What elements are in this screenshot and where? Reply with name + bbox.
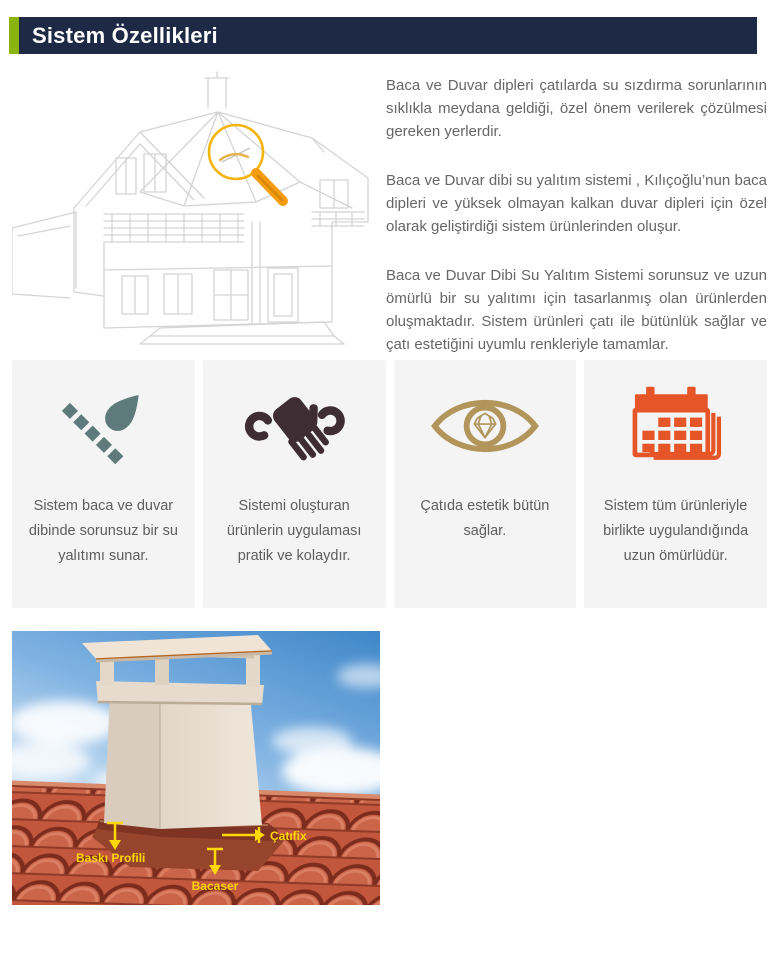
chimney-left-face <box>104 691 160 829</box>
svg-text:Bacaser: Bacaser <box>191 879 239 893</box>
calendar-icon <box>620 380 732 472</box>
feature-card-waterproofing <box>12 360 195 608</box>
house-illustration <box>12 54 382 357</box>
intro-paragraph-1: Baca ve Duvar dipleri çatılarda su sızdırma sorunlarının sıklıkla meydana geldiği, özel önem verilerek çözülmesi gereken yerlerdir. <box>386 77 767 140</box>
page-title: Sistem Özellikleri <box>32 22 218 48</box>
section-header-bar <box>9 17 757 54</box>
feature-text: Çatıda estetik bütün sağlar. <box>420 498 550 539</box>
svg-text:Baskı Profili: Baskı Profili <box>76 851 146 865</box>
feature-cards-row <box>12 360 767 608</box>
feature-card-aesthetics <box>394 360 577 608</box>
chimney-roof-photo-image <box>12 631 380 905</box>
feature-card-longevity <box>584 360 767 608</box>
hand-icon <box>238 380 350 472</box>
intro-paragraph-2: Baca ve Duvar dibi su yalıtım sistemi , Kılıçoğlu’nun baca dipleri ve yüksek olmayan kalkan duvar dipleri için özel olarak geliştirdiği sistem ürünlerinden oluşur. <box>386 172 767 235</box>
sealant-drop-icon <box>51 380 155 472</box>
intro-paragraph-3: Baca ve Duvar Dibi Su Yalıtım Sistemi sorunsuz ve uzun ömürlü bir su yalıtımı için tasarlanmış olan ürünlerden oluşmaktadır. Sistem ürünleri çatı ile bütünlük sağlar ve çatı estetiğini uyumlu renkleriyle tamamlar. <box>386 267 767 353</box>
feature-text: Sistemi oluşturan ürünlerin uygulaması pratik ve kolaydır. <box>226 498 362 564</box>
feature-text: Sistem tüm ürünleriyle birlikte uygulandığında uzun ömürlüdür. <box>603 498 749 564</box>
intro-section <box>12 54 767 360</box>
feature-text: Sistem baca ve duvar dibinde sorunsuz bir su yalıtımı sunar. <box>28 498 178 564</box>
house-line-drawing-with-magnifier-icon <box>12 60 380 352</box>
intro-text-column <box>382 54 767 382</box>
chimney-front-face <box>160 691 262 829</box>
svg-text:Çatıfix: Çatıfix <box>270 829 307 843</box>
feature-card-easy-application <box>203 360 386 608</box>
eye-diamond-icon <box>427 380 543 472</box>
chimney-roof-photo <box>12 631 380 905</box>
